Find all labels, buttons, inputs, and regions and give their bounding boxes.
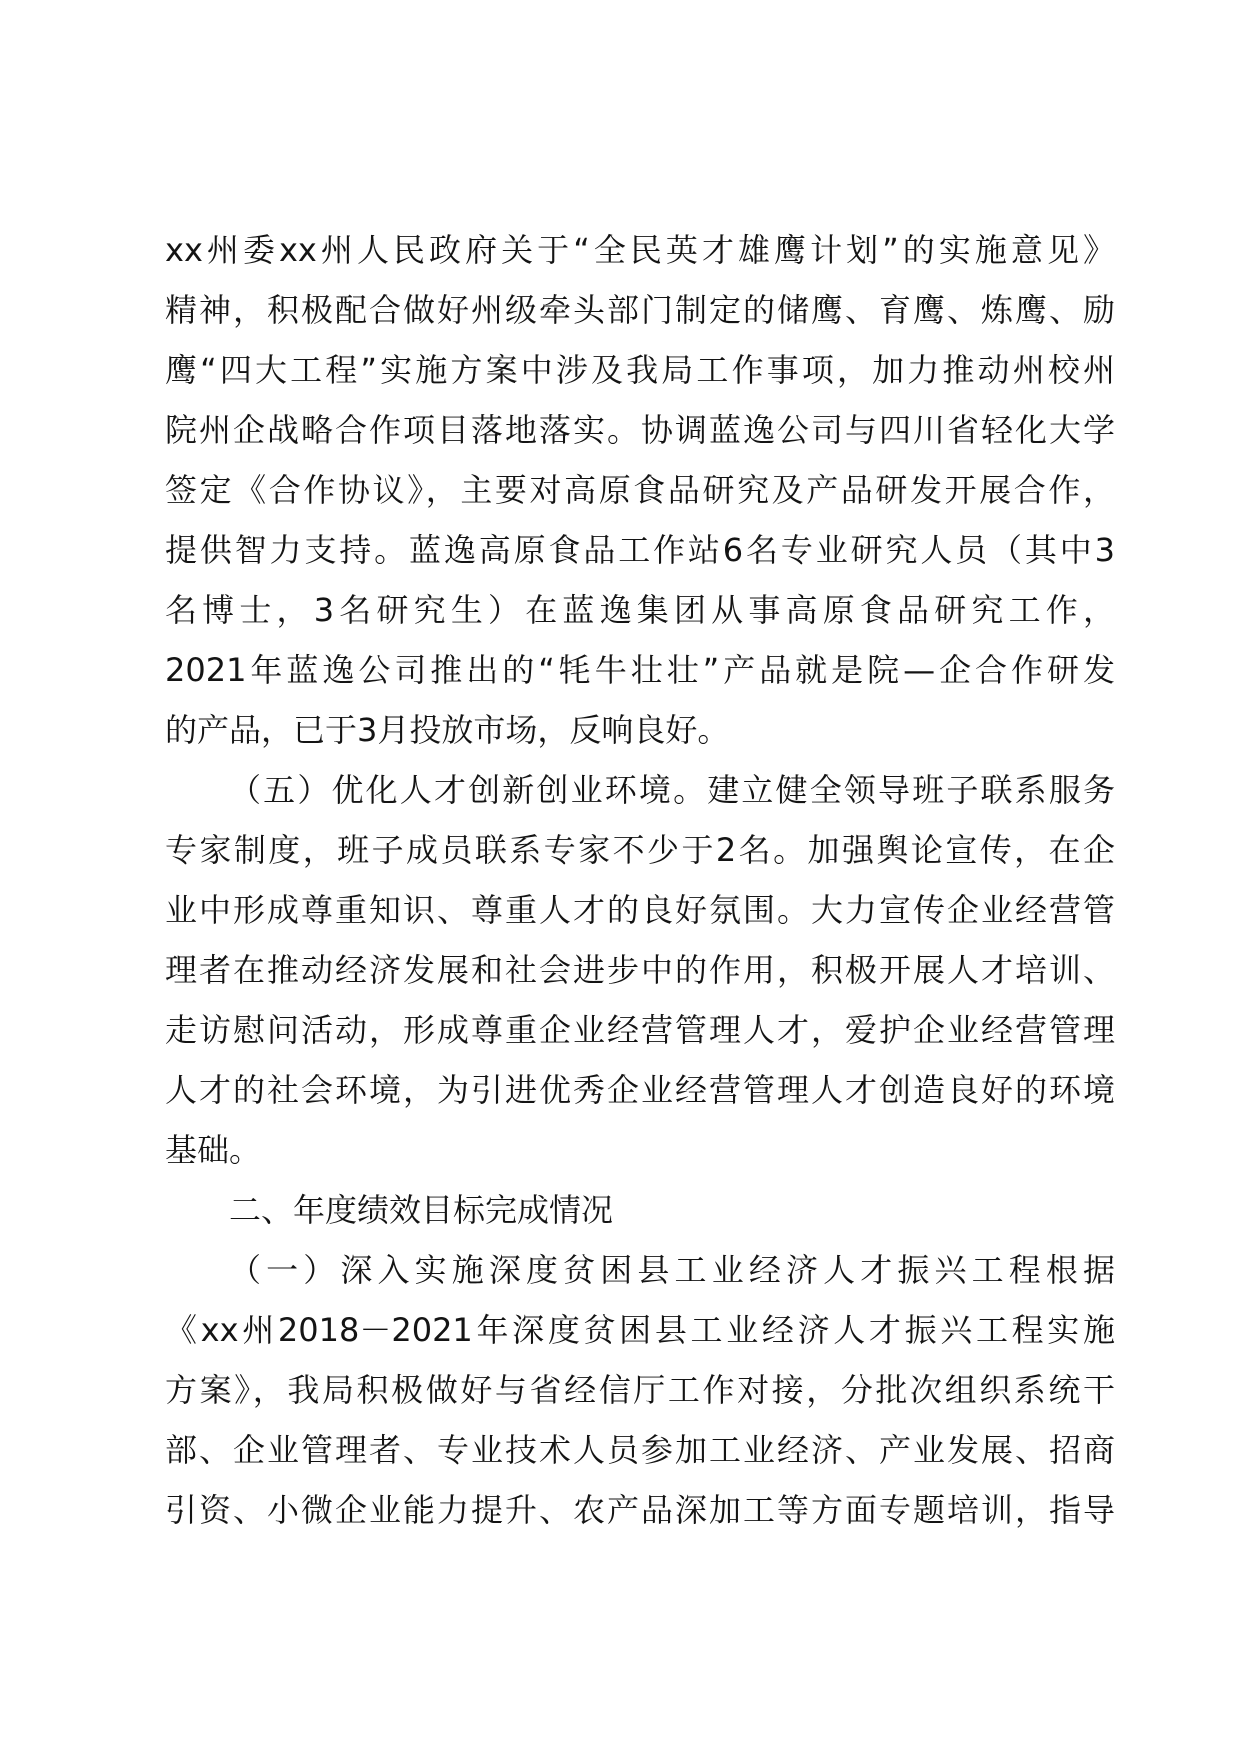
text-line: （五）优化人才创新创业环境。建立健全领导班子联系服务 <box>229 771 1115 809</box>
text-line: 专家制度，班子成员联系专家不少于2名。加强舆论宣传，在企 <box>165 831 1115 869</box>
text-line: 精神，积极配合做好州级牵头部门制定的储鹰、育鹰、炼鹰、励 <box>165 291 1115 329</box>
text-line: 人才的社会环境，为引进优秀企业经营管理人才创造良好的环境 <box>165 1071 1115 1109</box>
text-line: 2021年蓝逸公司推出的“牦牛壮壮”产品就是院—企合作研发 <box>165 651 1115 689</box>
text-line: xx州委xx州人民政府关于“全民英才雄鹰计划”的实施意见》 <box>165 231 1115 269</box>
document-body <box>165 220 1115 1540</box>
text-line: 引资、小微企业能力提升、农产品深加工等方面专题培训，指导 <box>165 1491 1115 1529</box>
text-line: 方案》，我局积极做好与省经信厅工作对接，分批次组织系统干 <box>165 1371 1115 1409</box>
text-line: 签定《合作协议》，主要对高原食品研究及产品研发开展合作， <box>165 471 1115 509</box>
text-line: 基础。 <box>165 1131 262 1169</box>
text-line: 业中形成尊重知识、尊重人才的良好氛围。大力宣传企业经营管 <box>165 891 1115 929</box>
text-line: 鹰“四大工程”实施方案中涉及我局工作事项，加力推动州校州 <box>165 351 1115 389</box>
text-line: 提供智力支持。蓝逸高原食品工作站6名专业研究人员（其中3 <box>165 531 1115 569</box>
text-line: 理者在推动经济发展和社会进步中的作用，积极开展人才培训、 <box>165 951 1115 989</box>
text-line: 部、企业管理者、专业技术人员参加工业经济、产业发展、招商 <box>165 1431 1115 1469</box>
text-line: 二、年度绩效目标完成情况 <box>229 1191 614 1229</box>
text-line: （一）深入实施深度贫困县工业经济人才振兴工程根据 <box>229 1251 1115 1289</box>
text-line: 名博士，3名研究生）在蓝逸集团从事高原食品研究工作， <box>165 591 1115 629</box>
text-line: 院州企战略合作项目落地落实。协调蓝逸公司与四川省轻化大学 <box>165 411 1115 449</box>
text-line: 走访慰问活动，形成尊重企业经营管理人才，爱护企业经营管理 <box>165 1011 1115 1049</box>
text-line: 的产品，已于3月投放市场，反响良好。 <box>165 711 730 749</box>
text-line: 《xx州2018－2021年深度贫困县工业经济人才振兴工程实施 <box>165 1311 1115 1349</box>
